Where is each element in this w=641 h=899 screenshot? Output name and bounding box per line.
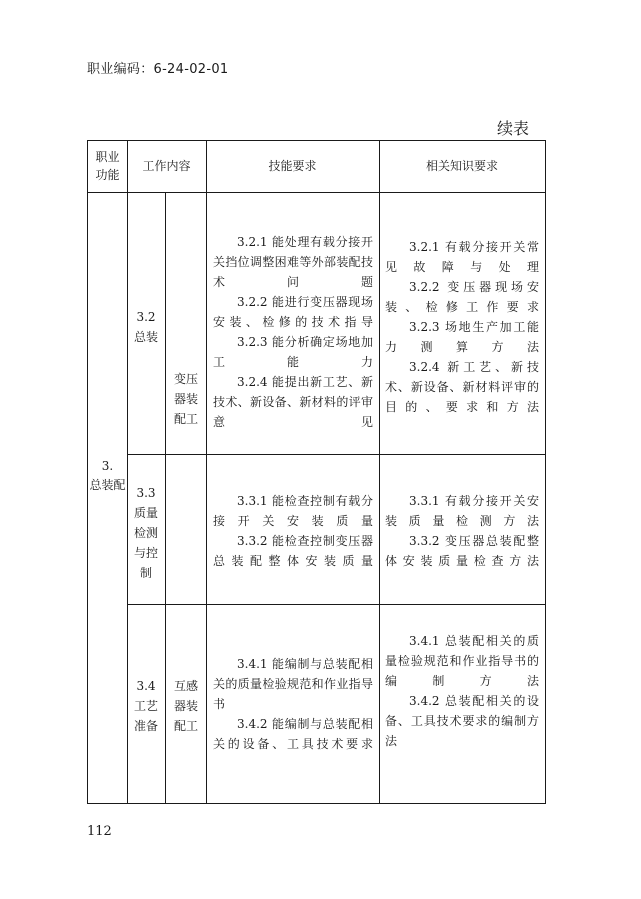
header-work-content: 工作内容 [142,159,191,173]
function-cell: 3. 总装配 [89,459,126,492]
skill-3-4-1: 3.4.1 能编制与总装配相关的质量检验规范和作业指导书 [213,657,373,711]
skill-3-4-2: 3.4.2 能编制与总装配相关的设备、工具技术要求 [213,717,373,751]
skill-3-2-1: 3.2.1 能处理有载分接开关挡位调整困难等外部装配技术问题 [213,235,373,289]
row-3-2-title: 3.2 总装 [133,310,158,344]
row-rule-1 [127,454,545,455]
page-number: 112 [87,824,112,839]
knowledge-3-4-1: 3.4.1 总装配相关的质量检验规范和作业指导书的编制方法 [385,634,539,688]
row-3-4-title: 3.4 工艺 准备 [133,679,158,733]
skill-3-2-3: 3.2.3 能分析确定场地加工能力 [213,335,373,369]
occupation-code: 职业编码：6-24-02-01 [87,62,229,77]
knowledge-3-3-2: 3.3.2 变压器总装配整体安装质量检查方法 [385,534,539,568]
header-rule [88,192,545,193]
row-3-2-skills [213,232,373,432]
knowledge-3-3-1: 3.3.1 有载分接开关安装质量检测方法 [385,494,539,528]
row-3-3-knowledge [385,491,539,571]
header-skills: 技能要求 [268,159,317,173]
skill-3-2-4: 3.2.4 能提出新工艺、新技术、新设备、新材料的评审意见 [213,375,373,429]
row-3-4-skills [213,654,373,754]
job-transformer: 变压 器装 配工 [173,372,198,426]
header-knowledge: 相关知识要求 [425,159,498,173]
row-3-3-skills [213,491,373,571]
row-3-4-knowledge [385,631,539,751]
col-rule-4 [379,141,380,803]
row-3-2-knowledge [385,237,539,417]
knowledge-3-2-1: 3.2.1 有载分接开关常见故障与处理 [385,240,539,274]
skill-3-3-2: 3.3.2 能检查控制变压器总装配整体安装质量 [213,534,373,568]
col-rule-3 [206,141,207,803]
row-3-3-title: 3.3 质量 检测 与控 制 [133,486,158,580]
skill-3-3-1: 3.3.1 能检查控制有载分接开关安装质量 [213,494,373,528]
competency-table [87,140,546,804]
header-function: 职业 功能 [95,150,120,182]
row-rule-2 [127,604,545,605]
knowledge-3-2-2: 3.2.2 变压器现场安装、检修工作要求 [385,280,539,314]
continued-label: 续表 [497,119,530,138]
job-instrument-transformer: 互感 器装 配工 [173,679,198,733]
skill-3-2-2: 3.2.2 能进行变压器现场安装、检修的技术指导 [213,295,373,329]
knowledge-3-2-4: 3.2.4 新工艺、新技术、新设备、新材料评审的目的、要求和方法 [385,360,539,414]
knowledge-3-4-2: 3.4.2 总装配相关的设备、工具技术要求的编制方法 [385,694,539,748]
knowledge-3-2-3: 3.2.3 场地生产加工能力测算方法 [385,320,539,354]
